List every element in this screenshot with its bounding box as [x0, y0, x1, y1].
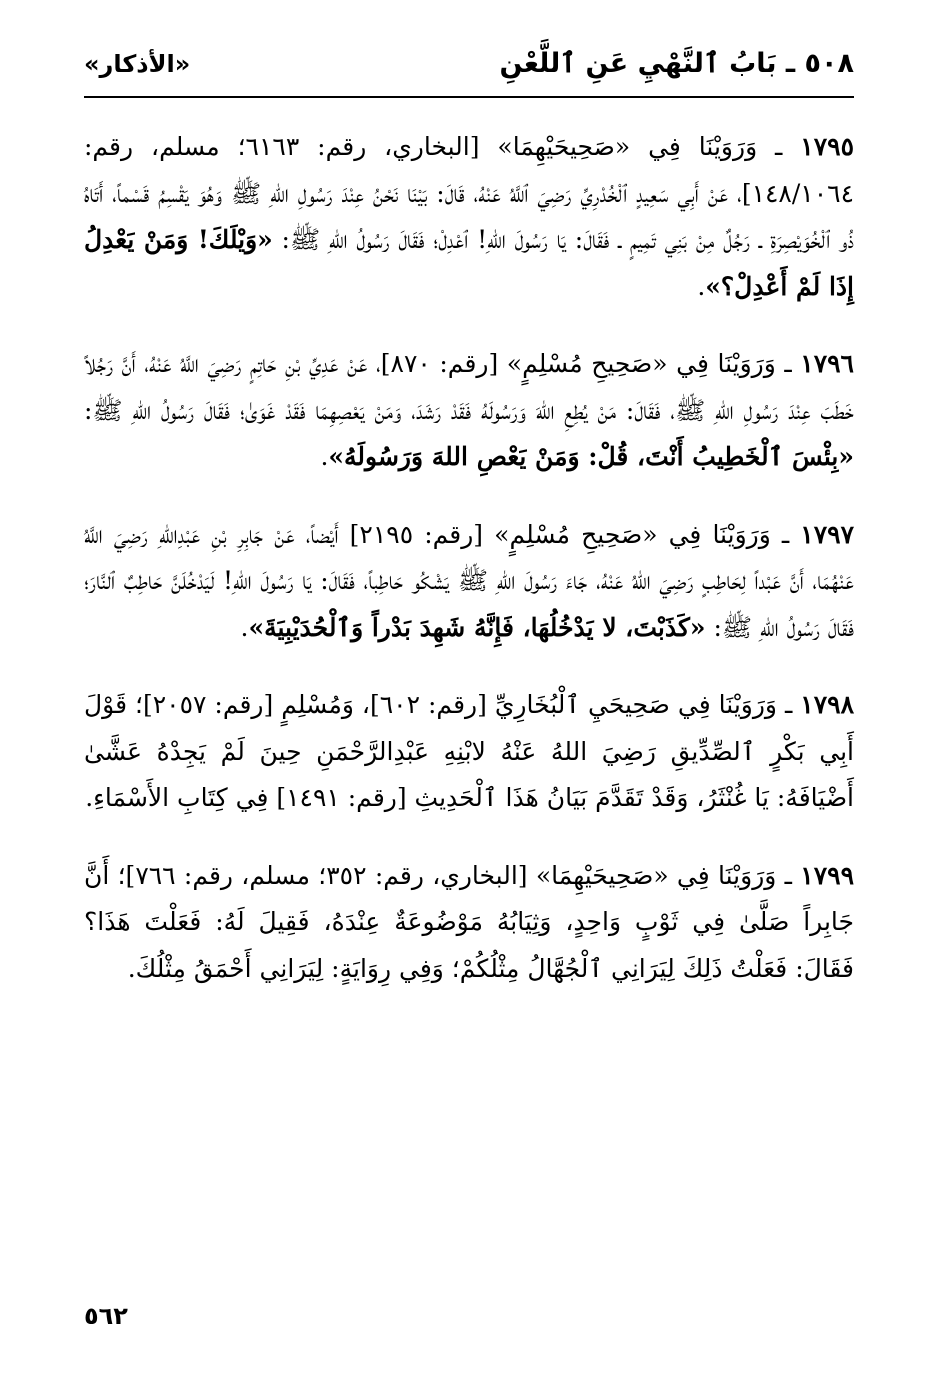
hadith-entry [84, 341, 854, 481]
hadith-entry [84, 124, 854, 310]
hadith-tail: . [697, 271, 706, 301]
book-page [84, 48, 854, 1348]
hadith-entry [84, 853, 854, 993]
book-title: «الأذكار» [84, 50, 191, 78]
hadith-quote: «كَذَبْتَ، لا يَدْخُلُهَا، فَإِنَّهُ شَهِدَ بَدْراً وَٱلْحُدَيْبِيَةَ» [248, 612, 706, 642]
hadith-quote: «وَيْلَكَ! وَمَنْ يَعْدِلُ إِذَا لَمْ أَعْدِلْ؟» [84, 225, 854, 301]
hadith-text: ـ وَرَوَيْنَا فِي «صَحِيحِ مُسْلِمٍ» [رقم: ٢١٩٥] أَيْضاً، عَنْ جَابِرِ بْنِ عَبْدِاللهِ رَضِيَ اللَّهُ عَنْهُمَا، أَنَّ عَبْداً لِحَاطِبٍ رَضِيَ اللهُ عَنْهُ، جَاءَ رَسُولَ اللهِ ﷺ يَشْكُو حَاطِباً، فَقَالَ: يَا رَسُولَ اللهِ! لَيَدْخُلَنَّ حَاطِبٌ ٱلنَّارَ؛ فَقَالَ رَسُولُ اللهِ ﷺ: [84, 519, 854, 642]
hadith-quote: «بِئْسَ ٱلْخَطِيبُ أَنْتَ، قُلْ: وَمَنْ يَعْصِ اللهَ وَرَسُولَهُ» [328, 442, 854, 471]
hadith-text: ـ وَرَوَيْنَا فِي صَحِيحَيِ ٱلْبُخَارِيِّ [رقم: ٦٠٢]، وَمُسْلِمٍ [رقم: ٢٠٥٧]؛ قَوْلَ أَبِي بَكْرٍ ٱلصِّدِّيقِ رَضِيَ اللهُ عَنْهُ لابْنِهِ عَبْدِالرَّحْمَنِ حِينَ لَمْ يَجِدْهُ عَشَّىٰ أَضْيَافَهُ: يَا غُنْثَرُ، وَقَدْ تَقَدَّمَ بَيَانُ هَذَا ٱلْحَدِيثِ [رقم: ١٤٩١] فِي كِتَابِ الأَسْمَاءِ. [84, 690, 854, 812]
hadith-text: ـ وَرَوَيْنَا فِي «صَحِيحَيْهِمَا» [البخاري، رقم: ٣٥٢؛ مسلم، رقم: ٧٦٦]؛ أَنَّ جَابِراً صَلَّىٰ فِي ثَوْبٍ وَاحِدٍ، وَثِيَابُهُ مَوْضُوعَةٌ عِنْدَهُ، فَقِيلَ لَهُ: فَعَلْتَ هَذَا؟ فَقَالَ: فَعَلْتُ ذَلِكَ لِيَرَانِي ٱلْجُهَّالُ مِثْلُكُمْ؛ وَفِي رِوَايَةٍ: لِيَرَانِي أَحْمَقُ مِثْلُكَ. [84, 860, 854, 983]
hadith-number: ١٧٩٥ [800, 132, 855, 161]
hadith-text: ـ وَرَوَيْنَا فِي «صَحِيحِ مُسْلِمٍ» [رقم: ٨٧٠]، عَنْ عَدِيِّ بْنِ حَاتِمٍ رَضِيَ اللَّهُ عَنْهُ، أَنَّ رَجُلاً خَطَبَ عِنْدَ رَسُولِ اللهِ ﷺ، فَقَالَ: مَنْ يُطِعِ اللهَ وَرَسُولَهُ فَقَدْ رَشَدَ، وَمَنْ يَعْصِهِمَا فَقَدْ غَوَىٰ؛ فَقَالَ رَسُولُ اللهِ ﷺ: [84, 349, 854, 425]
chapter-title: ٥٠٨ ـ بَابُ ٱلنَّهْيِ عَنِ ٱللَّعْنِ [499, 48, 854, 79]
hadith-tail: . [320, 442, 329, 471]
hadith-number: ١٧٩٨ [800, 690, 854, 719]
hadith-entry [84, 512, 854, 652]
hadith-tail: . [240, 612, 249, 642]
header-rule [84, 96, 854, 98]
running-header [84, 48, 854, 94]
hadith-entry [84, 682, 854, 822]
hadith-number: ١٧٩٦ [800, 349, 854, 378]
page-number: ٥٦٢ [84, 1302, 128, 1330]
hadith-text: ـ وَرَوَيْنَا فِي «صَحِيحَيْهِمَا» [البخاري، رقم: ٦١٦٣؛ مسلم، رقم: ١٤٨/١٠٦٤]، عَنْ أَبِي سَعِيدٍ ٱلْخُدْرِيِّ رَضِيَ ٱللَّهُ عَنْهُ، قَالَ: بَيْنَا نَحْنُ عِنْدَ رَسُولِ اللهِ ﷺ وَهُوَ يَقْسِمُ قَسْماً، أَتَاهُ ذُو ٱلْخُوَيْصِرَةِ ـ رَجُلٌ مِنْ بَنِي تَمِيمٍ ـ فَقَالَ: يَا رَسُولَ اللهِ! ٱعْدِلْ؛ فَقَالَ رَسُولُ اللهِ ﷺ: [84, 132, 854, 254]
hadith-number: ١٧٩٩ [800, 860, 854, 890]
hadith-number: ١٧٩٧ [800, 519, 854, 549]
